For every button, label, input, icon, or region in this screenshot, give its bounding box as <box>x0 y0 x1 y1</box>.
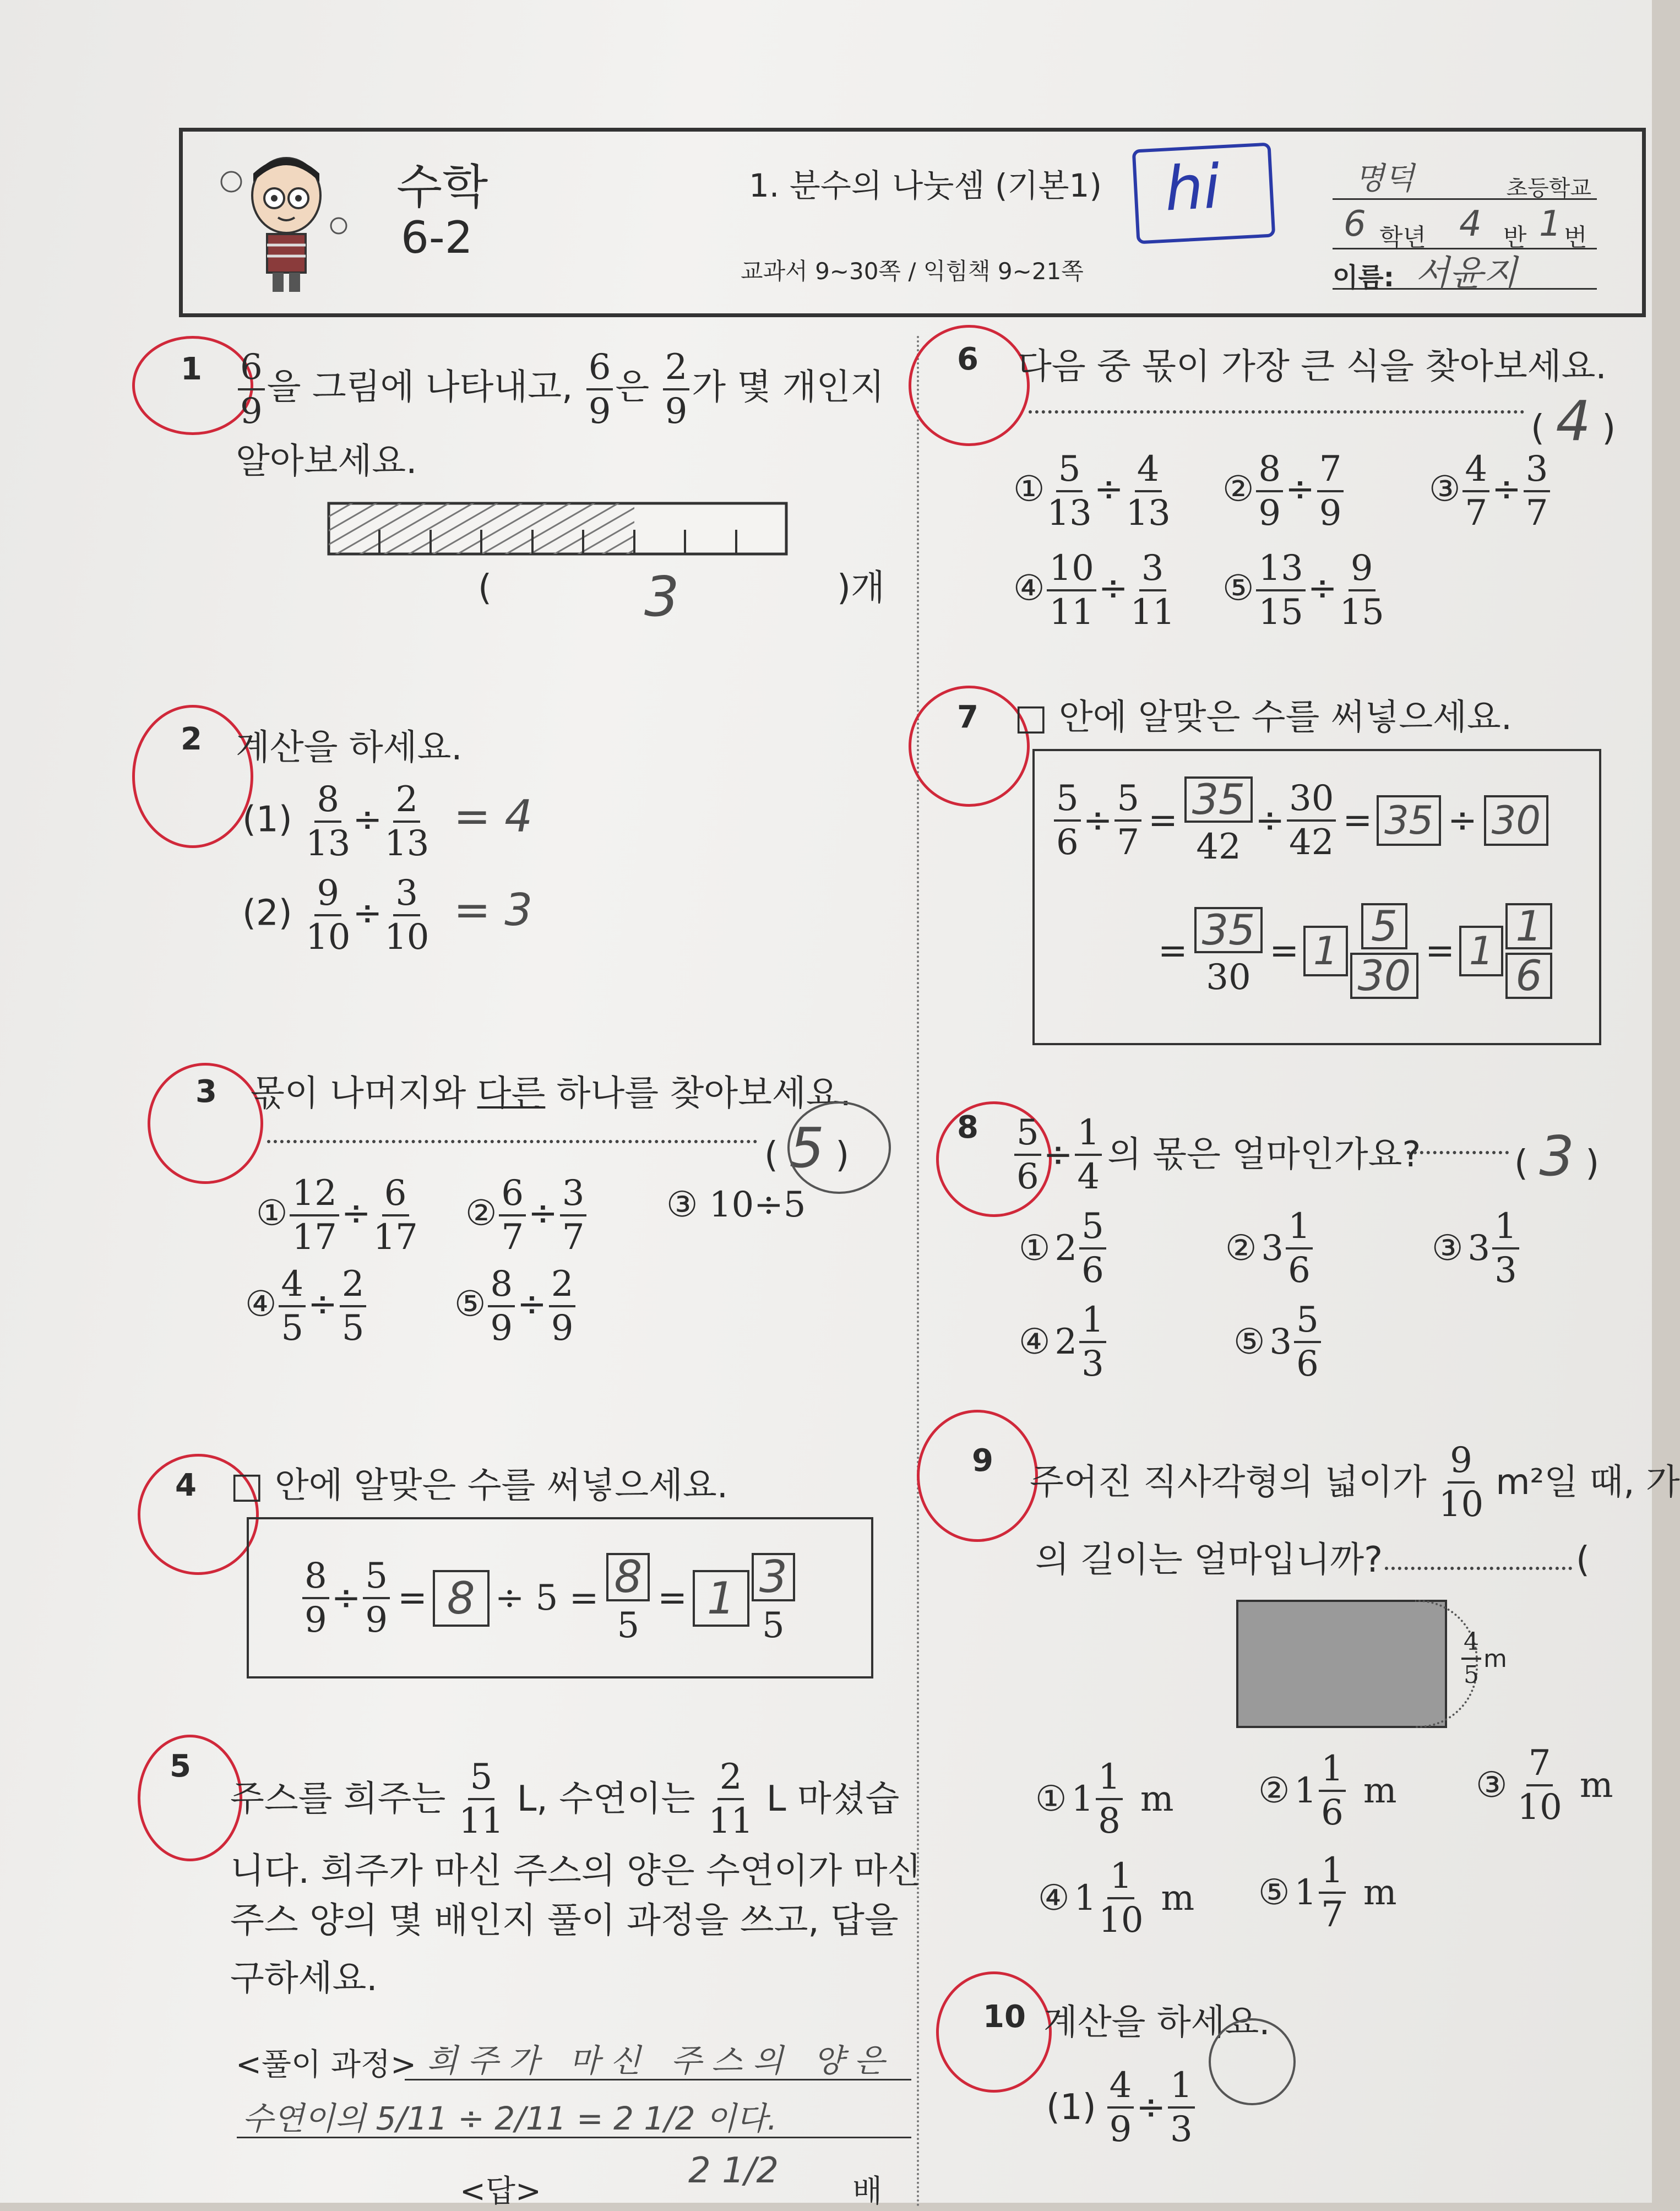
q3-option-5: ⑤ $\frac{8}{9}$ ÷ $\frac{2}{9}$ <box>454 1267 578 1346</box>
question-number: 3 <box>195 1074 217 1110</box>
q6-option-1: ① $\frac{5}{13}$ ÷ $\frac{4}{13}$ <box>1013 449 1171 534</box>
q3-option-3: ③ 10÷5 <box>666 1185 806 1225</box>
question-number: 1 <box>181 351 202 387</box>
question-number: 6 <box>957 341 978 377</box>
q4-equation: $\frac{8}{9}$ ÷ $\frac{5}{9}$ = 8 ÷ 5 = $\frac{8}{5}$ = 1 $\frac{3}{5}$ <box>300 1553 797 1643</box>
answer-circle <box>1209 2018 1296 2105</box>
q9-option-5: ⑤ 1 $\frac{1}{7}$ m <box>1258 1850 1397 1935</box>
q5-process-line-1: 희주가 마신 주스의 양은 <box>405 2035 911 2080</box>
q3-answer-paren: ( 5 ) <box>764 1116 850 1180</box>
q1-prompt-line2: 알아보세요. <box>236 441 417 482</box>
q6-option-3: ③ $\frac{4}{7}$ ÷ $\frac{3}{7}$ <box>1429 452 1552 531</box>
q6-option-5: ⑤ $\frac{13}{15}$ ÷ $\frac{9}{15}$ <box>1222 548 1384 633</box>
q1-paren-close: )개 <box>837 568 885 609</box>
fraction-strip <box>328 502 787 557</box>
q2-item-2: (2) $\frac{9}{10}$ ÷ $\frac{3}{10}$ = 3 <box>242 873 533 958</box>
q2-item-1: (1) $\frac{8}{13}$ ÷ $\frac{2}{13}$ = 4 <box>242 779 533 864</box>
q9-option-4: ④ 1 $\frac{1}{10}$ m <box>1038 1856 1195 1941</box>
q7-equation-row1: $\frac{5}{6}$ ÷ $\frac{5}{7}$ = $\frac{35}{42}$ ÷ $\frac{30}{42}$ = 35 ÷ 30 <box>1052 776 1548 865</box>
q9-line1: 주어진 직사각형의 넓이가 $\frac{9}{10}$ m²일 때, 가 <box>1030 1440 1680 1525</box>
answer-circle <box>787 1101 891 1194</box>
question-number: 7 <box>957 699 978 735</box>
q5-line1: 주스를 희주는 $\frac{5}{11}$ L, 수연이는 $\frac{2}{11}$ L 마셨습 <box>230 1757 900 1841</box>
q6-prompt: 다음 중 몫이 가장 큰 식을 찾아보세요. <box>1018 346 1607 387</box>
q3-option-1: ① $\frac{12}{17}$ ÷ $\frac{6}{17}$ <box>256 1173 418 1258</box>
q3-option-2: ② $\frac{6}{7}$ ÷ $\frac{3}{7}$ <box>465 1176 589 1255</box>
column-divider <box>917 336 919 2208</box>
q7-equation-row2: = $\frac{35}{30}$ = 1 $\frac{5}{30}$ = 1 $\frac{1}{6}$ <box>1154 903 1554 999</box>
q8-option-2: ② 3 $\frac{1}{6}$ <box>1225 1209 1315 1288</box>
q9-line2: 의 길이는 얼마입니까? <box>1035 1540 1383 1580</box>
q9-option-3: ③ $\frac{7}{10}$ m <box>1476 1743 1613 1828</box>
q5-hand-answer: 2 1/2 <box>688 2150 779 2191</box>
q5-process-line-2: 수연이의 5/11 ÷ 2/11 = 2 1/2 이다. <box>237 2087 911 2138</box>
q1-hand-answer: 3 <box>644 564 679 629</box>
q9-dotted-leader <box>1385 1567 1572 1570</box>
question-number: 4 <box>175 1468 197 1503</box>
q5-line2: 니다. 희주가 마신 주스의 양은 수연이가 마신 <box>230 1851 922 1892</box>
q1-prompt: $\frac{6}{9}$ 을 그림에 나타내고, $\frac{6}{9}$ 은 $\frac{2}{9}$ 가 몇 개인지 <box>236 350 884 429</box>
q9-paren-open: ( <box>1576 1540 1590 1580</box>
hand-box: hi <box>1132 143 1276 245</box>
q8-answer-paren: ( 3 ) <box>1514 1124 1600 1188</box>
q5-process-label: <풀이 과정> <box>236 2047 417 2083</box>
unit-title: 1. 분수의 나눗셈 (기본1) <box>749 167 1102 204</box>
q5-line4: 구하세요. <box>230 1958 378 1999</box>
q8-option-3: ③ 3 $\frac{1}{3}$ <box>1432 1209 1521 1288</box>
q2-prompt: 계산을 하세요. <box>236 727 463 768</box>
question-number: 5 <box>170 1748 191 1784</box>
q10-item-1: (1) $\frac{4}{9}$ ÷ $\frac{1}{3}$ <box>1046 2068 1197 2147</box>
q6-option-4: ④ $\frac{10}{11}$ ÷ $\frac{3}{11}$ <box>1013 548 1175 633</box>
question-number: 10 <box>983 1999 1026 2035</box>
question-number: 8 <box>957 1110 978 1145</box>
q7-prompt: □ 안에 알맞은 수를 써넣으세요. <box>1014 697 1513 738</box>
q3-option-4: ④ $\frac{4}{5}$ ÷ $\frac{2}{5}$ <box>245 1267 368 1346</box>
q6-answer-paren: ( 4 ) <box>1531 389 1616 453</box>
textbook-pages: 교과서 9~30쪽 / 익힘책 9~21쪽 <box>741 258 1084 285</box>
q10-prompt: 계산을 하세요. <box>1043 2002 1270 2043</box>
question-number: 2 <box>181 721 202 757</box>
q6-dotted-leader <box>1029 410 1524 414</box>
q8-dotted-leader <box>1407 1151 1509 1154</box>
q9-option-2: ② 1 $\frac{1}{6}$ m <box>1258 1748 1397 1833</box>
q5-line3: 주스 양의 몇 배인지 풀이 과정을 쓰고, 답을 <box>230 1900 899 1941</box>
q9-option-1: ① 1 $\frac{1}{8}$ m <box>1035 1757 1174 1841</box>
q3-dotted-leader <box>267 1140 757 1143</box>
subject-title: 수학 <box>396 160 488 215</box>
q1-paren-open: ( <box>478 568 492 609</box>
question-number: 9 <box>972 1443 993 1479</box>
cartoon-boy-logo <box>215 143 358 297</box>
school-line: 명덕 초등학교 <box>1333 149 1597 200</box>
q8-option-5: ⑤ 3 $\frac{5}{6}$ <box>1233 1302 1323 1382</box>
class-line: 6 학년 4 반 1 번 <box>1333 204 1597 249</box>
q8-option-1: ① 2 $\frac{5}{6}$ <box>1019 1209 1108 1288</box>
q5-answer-label: <답> <box>460 2174 541 2209</box>
grade-label: 6-2 <box>401 212 473 263</box>
q4-prompt: □ 안에 알맞은 수를 써넣으세요. <box>230 1465 728 1506</box>
q8-prompt: $\frac{5}{6}$ ÷ $\frac{1}{4}$ 의 몫은 얼마인가요? <box>1012 1115 1421 1194</box>
name-line: 이름: 서윤지 <box>1333 251 1597 290</box>
q6-option-2: ② $\frac{8}{9}$ ÷ $\frac{7}{9}$ <box>1222 452 1346 531</box>
q8-option-4: ④ 2 $\frac{1}{3}$ <box>1019 1302 1108 1382</box>
q5-answer-unit: 배 <box>852 2174 883 2209</box>
q9-side-label: $\frac{4}{5}$ m <box>1459 1630 1507 1687</box>
q3-prompt: 몫이 나머지와 다른 하나를 찾아보세요. <box>251 1073 851 1114</box>
